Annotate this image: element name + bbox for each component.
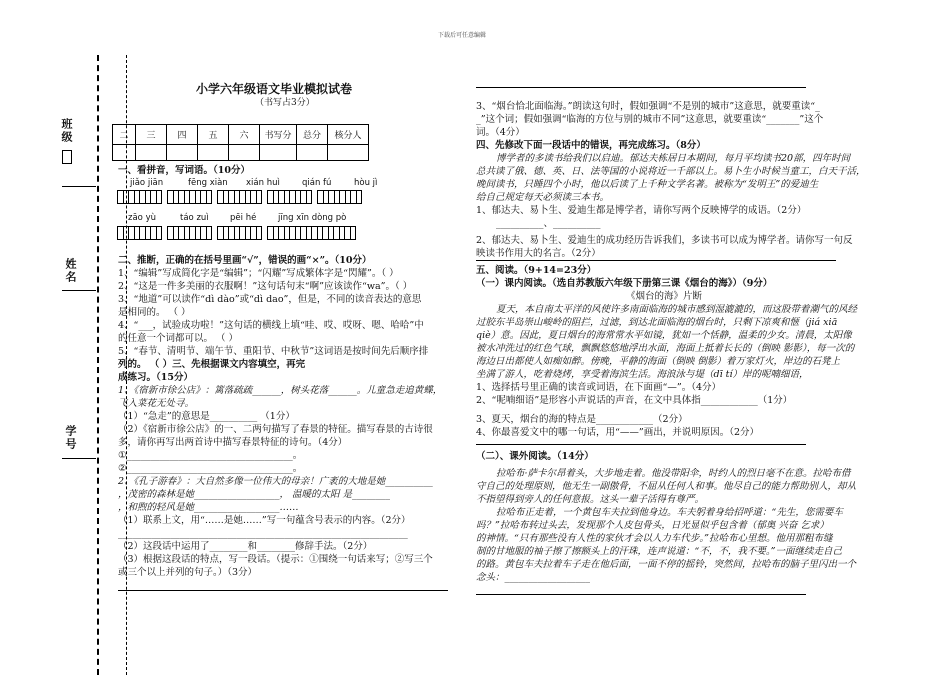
text-line: 4、你最喜爱文中的哪一句话，用“——”画出，并说明原因。（2分）	[476, 427, 760, 438]
exam-subtitle: （书写占3分）	[255, 98, 315, 108]
text-line: 映读书作用大的名言。（2分）	[476, 248, 601, 259]
exam-title: 小学六年级语文毕业模拟试卷	[196, 82, 353, 96]
text-line: 过胶东半岛崇山峻岭的阻拦，过滤，到达北面临海的烟台时，只剩下凉爽和惬（jiá xiā	[476, 317, 838, 328]
name-label: 姓名	[64, 258, 77, 284]
score-cell[interactable]	[260, 145, 297, 161]
text-line: 词。（4分）	[476, 127, 525, 138]
text-line: 的神情。“只有那些没有人性的家伙才会以人力车代步。”拉哈布心里想。他用那粗布缝	[476, 533, 833, 544]
text-line: 总共读了俄、德、英、日、法等国的小说将近一千部以上。易卜生小时候当童工，白天干活，	[476, 166, 866, 177]
text-line: 晚间读书，只睡四个小时，他以后读了上千种文学名著。被称为“发明王”的爱迪生	[476, 179, 819, 190]
text-line: （2）这段话中运用了________和________修辞手法。（2分）	[118, 541, 373, 552]
text-line: _”这个词；假如强调“临海的方位与别的城市不同”这意思，就要重读“_______”这个	[476, 114, 824, 125]
text-line: 夏天，本自南太平洋的风使许多南面临海的城市感到湿漉漉的，而这股带着潮气的风经	[496, 304, 858, 315]
pinyin: táo zuì	[180, 213, 209, 223]
pinyin: zāo yù	[128, 213, 156, 223]
score-header: 三	[136, 125, 167, 145]
text-line: 3、夏天，烟台的海的特点是____________（2分）	[476, 414, 688, 425]
score-cell[interactable]	[198, 145, 229, 161]
text-line: 坐满了游人，吃着烧烤，享受着海滨生活。海浪泳与堤（dī tí）岸的呢喃细语，	[476, 369, 809, 380]
text-line: 制的甘地服的袖子擦了擦额头上的汗珠，连声说道：“不，不，我不要。”一面继续走自己	[476, 546, 842, 557]
pinyin: jiǎo jiān	[130, 178, 164, 188]
text-line: 给自己规定每天必须读三本书。	[476, 192, 610, 203]
right-body-top	[476, 100, 866, 260]
text-line: 念头：__________________	[476, 572, 591, 583]
answer-line[interactable]	[118, 590, 448, 591]
pinyin-row-1	[130, 178, 450, 188]
pinyin: pēi hé	[230, 213, 257, 223]
text-line: 列的。 （ ）三、先根据课文内容填空，再完	[118, 359, 306, 370]
text-line: 的路。黄包车夫拉着车子走在他后面，一面不停的摇铃，突然间，拉哈布的脑子里闪出一个	[476, 559, 857, 570]
text-line: 被水冲洗过的红色气球，飘飘悠悠地浮出水面，海面上抵着长长的（倒映 影影），每一次的	[476, 343, 855, 354]
text-line: ，和煦的轻风是她__________________……	[118, 502, 299, 513]
text-line: （1）联系上文，用“……是她……”写一句蕴含号表示的内容。（2分）	[118, 515, 411, 526]
text-line: （3）根据这段话的特点，写一段话。（提示：①围绕一句话来写；②写三个	[118, 554, 433, 565]
text-line: 3、“烟台恰北面临海。”朗读这句时，假如强调“不是别的城市”这意思，就要重读“_	[476, 101, 820, 112]
writing-grid-1[interactable]	[118, 190, 368, 204]
pinyin: jīng xīn dòng pò	[278, 213, 347, 223]
text-line: 是相同的。 （ ）	[118, 307, 191, 318]
score-header: 四	[167, 125, 198, 145]
score-header: 书写分	[260, 125, 297, 145]
class-box	[62, 150, 72, 164]
text-line: 1、选择括号里正确的读音或词语，在下面画“—”。（4分）	[476, 382, 722, 393]
binding-margin-line	[97, 55, 99, 675]
section-5-2-heading: （二）、课外阅读。（14分）	[476, 451, 594, 462]
text-line: 的任意一个词都可以。 （ ）	[118, 333, 239, 344]
text-line: 守自己的处理原则，他无生一副傲骨，不屈从任何人和事。他尽自己的能力帮助别人，却从	[476, 481, 857, 492]
score-header: 核分人	[328, 125, 369, 145]
score-header: 二	[113, 125, 136, 145]
text-line: 2、《孔子游春》：大自然多像一位伟大的母亲！广袤的大地是她__________	[118, 476, 433, 487]
text-line: qiè）意。因此，夏日烟台的海常常水平如镜，犹如一个恬静，温柔的少女。清晨，太阳像	[476, 330, 852, 341]
text-line: 博学者的多读书给我们以启迪。郁达夫栋居日本期间，每月平均读书20部，四年时间	[496, 153, 851, 164]
text-line: 1、“编辑”写成简化字是“编辑”；“闪耀”写成繁体字是“閃耀”。（ ）	[118, 268, 399, 279]
text-line: 飞入菜花无处寻。	[118, 398, 195, 409]
pinyin: fēng xiàn	[188, 178, 228, 188]
id-label: 学号	[64, 425, 77, 451]
pinyin: qián fú	[302, 178, 332, 188]
score-header: 总分	[297, 125, 328, 145]
pinyin-row-2	[128, 213, 448, 223]
text-line: _____________________________________________________________	[118, 528, 408, 539]
answer-blank[interactable]: __________、__________	[496, 218, 601, 229]
right-body-reading	[476, 264, 858, 439]
section-5-heading: 五、阅读。（9+14=23分）	[476, 265, 597, 276]
score-table	[112, 124, 369, 161]
text-line: 成练习。（15分）	[118, 372, 193, 383]
text-line: 4、“___，试验成功啦！”这句话的横线上填“哇、哎、哎呀、嗯、哈哈”中	[118, 320, 424, 331]
text-line: 拉哈布·萨卡尔昂着头，大步地走着。他没带阳伞，时约人的烈日毫不在意。拉哈布借	[496, 468, 851, 479]
section-1-heading: 一、看拼音，写词语。（10分）	[118, 165, 250, 176]
score-cell[interactable]	[113, 145, 136, 161]
text-line: 5、“春节、清明节、端午节、重阳节、中秋节”这词语是按时间先后顺序排	[118, 346, 429, 357]
passage-title: 《烟台的海》片断	[626, 291, 703, 302]
text-line: 2、“这是一件多美丽的衣服啊！”这句话句末“啊”应该读作“wa”。（ ）	[118, 281, 413, 292]
text-line: 吗？”拉哈布转过头去，发现那个人皮包骨头，日光显似乎包含着（郁奥 兴奋 乞求）	[476, 520, 829, 531]
text-line: ，茂密的森林是她__________________， 温暖的太阳 是________	[118, 489, 391, 500]
text-line: 或三个以上并列的句子。）（3分）	[118, 567, 258, 578]
text-line: 2、“呢喃细语”是形容小声说话的声音，在文中具体指____________（1分）	[476, 395, 793, 406]
text-line: ②___________________________________。	[118, 463, 303, 474]
answer-line[interactable]	[476, 260, 836, 261]
class-label: 班级	[60, 118, 73, 144]
name-underline	[62, 290, 96, 291]
section-2-heading: 二、推断，正确的在括号里画“√”，错误的画“×”。（10分）	[118, 255, 372, 266]
section-4-heading: 四、先修改下面一段话中的错误，再完成练习。（8分）	[476, 140, 706, 151]
score-cell[interactable]	[328, 145, 369, 161]
id-underline	[62, 458, 96, 459]
score-cell[interactable]	[297, 145, 328, 161]
answer-line[interactable]	[476, 594, 806, 595]
score-cell[interactable]	[167, 145, 198, 161]
text-line: （2）《宿新市徐公店》的一、二两句描写了春景的特征。描写春景的古诗很	[118, 424, 433, 435]
left-body	[118, 267, 448, 579]
text-line: 海边日出都使人如痴如醉。傍晚，平静的海面（倒映 倒影）着万家灯火，岸边的石凳上	[476, 356, 841, 367]
answer-line[interactable]	[476, 444, 806, 445]
pinyin: hòu jì	[354, 178, 378, 188]
score-cell[interactable]	[136, 145, 167, 161]
answer-line[interactable]	[476, 87, 806, 88]
class-underline	[62, 186, 96, 187]
text-line: （1）“急走”的意思是__________ （1分）	[118, 411, 295, 422]
writing-grid-2[interactable]	[118, 226, 362, 240]
text-line: 多，请你再写出两首诗中描写春景特征的诗句。（4分）	[118, 437, 348, 448]
text-line: 不指望得到旁人的任何意报。这头一辈子活得有尊严。	[476, 494, 705, 505]
score-header: 五	[198, 125, 229, 145]
score-cell[interactable]	[229, 145, 260, 161]
text-line: 1、《宿新市徐公店》：篱落疏疏______，树头花落______。儿童急走追黄蝶，	[118, 385, 443, 396]
text-line: 3、“地道”可以读作“dì dào”或“dì dao”，但是，不同的读音表达的意思	[118, 294, 422, 305]
text-line: 2、郁达夫、易卜生、爱迪生的成功经历告诉我们，多读书可以成为博学者。请你写一句反	[476, 235, 853, 246]
text-line: 拉哈布正走着，一个黄包车夫拉到他身边。车夫躬着身给招呼道：“先生，您需要车	[496, 507, 843, 518]
header-note: 下载后可任意编辑	[438, 32, 487, 39]
score-header: 六	[229, 125, 260, 145]
text-line: 1、郁达夫、易卜生、爱迪生都是博学者，请你写两个反映博学的成语。（2分）	[476, 205, 807, 216]
section-5-1-heading: （一）课内阅读。（选自苏教版六年级下册第三课《烟台的海》）（9分）	[476, 278, 773, 289]
pinyin: xián huì	[246, 178, 280, 188]
text-line: ①___________________________________。	[118, 450, 303, 461]
right-body-extra-reading	[476, 450, 857, 584]
